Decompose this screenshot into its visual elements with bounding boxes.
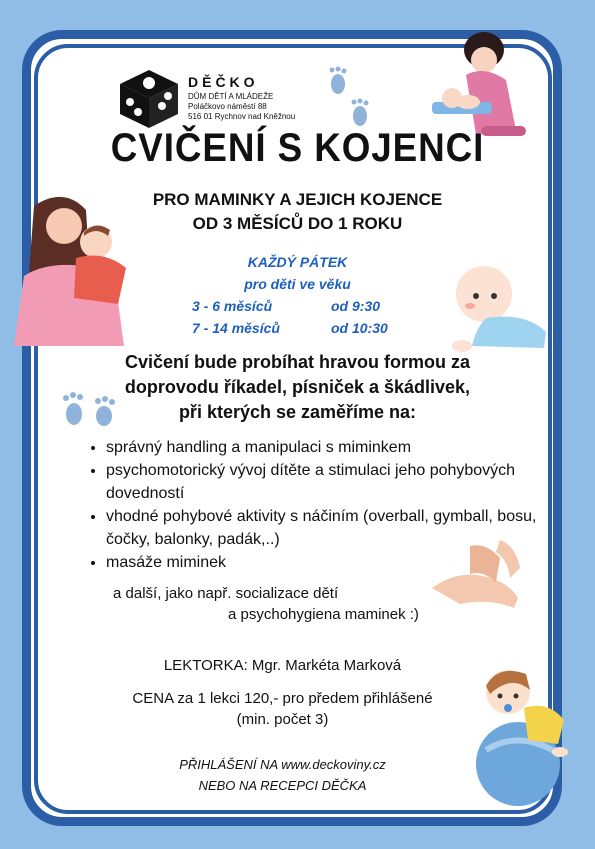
list-item: • masáže miminek xyxy=(106,551,546,574)
schedule-time-1: od 9:30 xyxy=(331,298,381,314)
subtitle-2: OD 3 MĚSÍCŮ DO 1 ROKU xyxy=(192,214,403,233)
subtitle-1: PRO MAMINKY A JEJICH KOJENCE xyxy=(152,190,443,209)
baby-on-exercise-ball-illustration xyxy=(468,660,578,810)
intro-line-3: při kterých se zaměříme na: xyxy=(178,402,417,422)
intro-line-2: doprovodu říkadel, písniček a škádlivek, xyxy=(124,377,471,397)
signup-line-1: PŘIHLÁŠENÍ NA www.deckoviny.cz xyxy=(179,757,386,772)
extra-line-2: a psychohygiena maminek :) xyxy=(228,606,419,623)
list-item: • vhodné pohybové aktivity s náčiním (overball, gymball, bosu, čočky, balonky, padák,..) xyxy=(106,505,546,551)
baby-massage-hands-illustration xyxy=(430,538,522,612)
logo-line-2: Poláčkovo náměstí 88 xyxy=(188,102,267,111)
schedule-for-age: pro děti ve věku xyxy=(244,276,351,292)
list-item: • psychomotorický vývoj dítěte a stimulaci jeho pohybových dovedností xyxy=(106,459,546,505)
decko-logo-icon xyxy=(116,66,182,132)
footprints-icon xyxy=(60,388,122,428)
list-item: • správný handling a manipulaci s miminkem xyxy=(106,436,546,459)
logo-line-3: 516 01 Rychnov nad Kněžnou xyxy=(188,112,296,121)
page-title: CVIČENÍ S KOJENCI xyxy=(110,126,485,170)
extra-line-1: a další, jako např. socializace dětí xyxy=(113,585,339,602)
intro-line-1: Cvičení bude probíhat hravou formou za xyxy=(124,352,471,372)
crawling-baby-illustration xyxy=(442,262,554,354)
signup-line-2: NEBO NA RECEPCI DĚČKA xyxy=(198,778,367,793)
intro-paragraph xyxy=(60,350,535,425)
mother-changing-baby-illustration xyxy=(426,30,546,140)
schedule-day: KAŽDÝ PÁTEK xyxy=(247,254,348,270)
schedule-age-1: 3 - 6 měsíců xyxy=(192,298,273,314)
schedule-time-2: od 10:30 xyxy=(331,320,388,336)
schedule-age-2: 7 - 14 měsíců xyxy=(192,320,280,336)
lecturer: LEKTORKA: Mgr. Markéta Marková xyxy=(163,657,402,674)
price-line-2: (min. počet 3) xyxy=(236,711,329,728)
price-line-1: CENA za 1 lekci 120,- pro předem přihlášené xyxy=(132,690,433,707)
logo-brand: DĚČKO xyxy=(188,74,259,90)
logo-line-1: DŮM DĚTÍ A MLÁDEŽE xyxy=(188,92,274,101)
